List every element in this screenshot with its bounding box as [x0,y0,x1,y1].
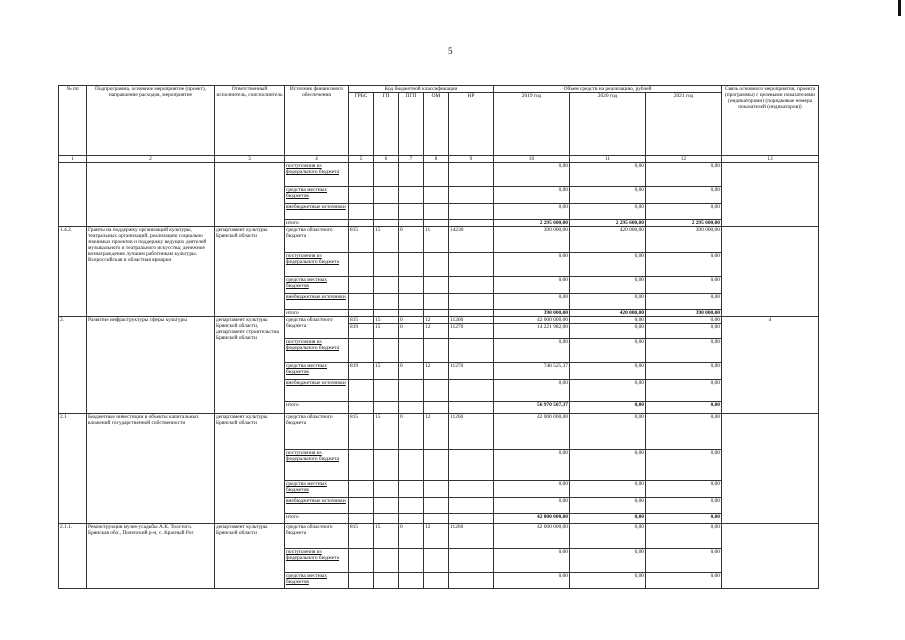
value-2020: 0,00 [570,549,646,573]
value-2019: 0,00 [494,498,570,514]
col-number: 6 [374,156,399,163]
source-federal: поступления из федерального бюджета [285,450,349,481]
edge-mark [898,0,901,16]
budget-table [58,85,819,589]
code-gp: 15 [374,363,399,380]
value-2021: 0,00 [646,498,722,514]
header-budget-code: Код бюджетной классификации [349,86,494,93]
header-volume: Объем средств на реализацию, рублей [494,86,722,93]
row-link [722,163,819,227]
value-2021: 0,00 [646,481,722,498]
row-name: Гранты на поддержку организаций культуры, театральных организаций, реализацию социально значимых проектов и поддержку ведущих деятелей музыкального и театрального искусства; денежное вознаграждение лучшим работникам культуры. Всероссийская и областная ярмарки [87,227,215,317]
code-nr: 11270 [449,324,494,339]
row-name [87,163,215,227]
value-2020: 0,00 [570,317,646,324]
value-2019: 42 000 000,00 [494,317,570,324]
code-pgp: 0 [399,227,424,253]
total-2019: 42 000 000,00 [494,514,570,524]
header-grbs: ГРБС [349,93,374,156]
code-grbs: 819 [349,324,374,339]
value-2019: 0,00 [494,294,570,310]
source-local: средства местных бюджетов [285,363,349,380]
row-executor: департамент культуры Брянской области [215,414,285,524]
code-grbs: 815 [349,414,374,450]
value-2021: 0,00 [646,317,722,324]
source-total: итого [285,220,349,227]
row-link [722,414,819,524]
code-om: 12 [424,524,449,549]
value-2019: 748 525,37 [494,363,570,380]
value-2020: 0,00 [570,573,646,589]
source-federal: поступления из федерального бюджета [285,253,349,277]
header-source: Источник финансового обеспечения [285,86,349,156]
col-number: 8 [424,156,449,163]
row-link [722,524,819,589]
source-local: средства местных бюджетов [285,573,349,589]
value-2021: 0,00 [646,277,722,294]
row-num: 2.1 [59,414,87,524]
code-nr: 14230 [449,227,494,253]
total-2020: 0,00 [570,402,646,414]
table-row [59,317,819,324]
code-grbs: 815 [349,227,374,253]
source-offbudget: внебюджетные источники [285,294,349,310]
value-2021: 0,00 [646,253,722,277]
table-row [59,524,819,549]
total-2020: 0,00 [570,514,646,524]
value-2021: 0,00 [646,549,722,573]
code-gp: 15 [374,227,399,253]
header-pgp: ПГП [399,93,424,156]
value-2021: 0,00 [646,380,722,402]
code-gp: 15 [374,524,399,549]
value-2021: 0,00 [646,363,722,380]
row-executor: департамент культуры Брянской области, департамент строительства Брянской области [215,317,285,414]
source-regional: средства областного бюджета [285,227,349,253]
value-2019: 0,00 [494,187,570,204]
row-name: Развитие инфраструктуры сферы культуры [87,317,215,414]
value-2019: 0,00 [494,339,570,363]
table-row [59,414,819,450]
code-om: 12 [424,414,449,450]
value-2019: 0,00 [494,380,570,402]
value-2021: 0,00 [646,414,722,450]
value-2021: 0,00 [646,204,722,220]
total-2021: 390 000,00 [646,310,722,317]
total-2021: 2 295 600,00 [646,220,722,227]
value-2021: 0,00 [646,524,722,549]
col-number: 1 [59,156,87,163]
total-2020: 2 295 600,00 [570,220,646,227]
code-nr: 11260 [449,524,494,549]
value-2021: 0,00 [646,324,722,339]
code-pgp: 0 [399,324,424,339]
source-regional: средства областного бюджета [285,317,349,339]
header-num: № пп [59,86,87,156]
col-number: 11 [570,156,646,163]
value-2021: 0,00 [646,187,722,204]
source-regional: средства областного бюджета [285,414,349,450]
header-link: Связь основного мероприятия, проекта (программы) с целевыми показателями (индикаторами) (порядковые номера показателей (индикаторов)) [722,86,819,156]
col-number: 13 [722,156,819,163]
code-pgp: 0 [399,363,424,380]
total-2019: 2 295 600,00 [494,220,570,227]
col-number: 2 [87,156,215,163]
col-number: 7 [399,156,424,163]
code-pgp: 0 [399,524,424,549]
value-2020: 0,00 [570,481,646,498]
col-number: 4 [285,156,349,163]
col-number: 5 [349,156,374,163]
source-local: средства местных бюджетов [285,187,349,204]
code-om: 12 [424,324,449,339]
code-pgp: 0 [399,317,424,324]
value-2019: 0,00 [494,481,570,498]
value-2020: 0,00 [570,524,646,549]
code-om: 11 [424,227,449,253]
source-federal: поступления из федерального бюджета [285,163,349,187]
code-grbs: 815 [349,524,374,549]
column-numbers-row [59,156,819,163]
value-2020: 0,00 [570,363,646,380]
code-gp: 15 [374,317,399,324]
code-gp: 15 [374,414,399,450]
value-2020: 420 000,00 [570,227,646,253]
total-2021: 0,00 [646,402,722,414]
code-om: 12 [424,363,449,380]
col-number: 3 [215,156,285,163]
value-2021: 0,00 [646,450,722,481]
code-grbs: 819 [349,363,374,380]
source-offbudget: внебюджетные источники [285,380,349,402]
header-2021: 2021 год [646,93,722,156]
value-2019: 0,00 [494,163,570,187]
header-om: ОМ [424,93,449,156]
value-2020: 0,00 [570,324,646,339]
value-2020: 0,00 [570,380,646,402]
value-2021: 0,00 [646,294,722,310]
source-total: итого [285,310,349,317]
code-gp: 15 [374,324,399,339]
value-2019: 0,00 [494,450,570,481]
source-local: средства местных бюджетов [285,277,349,294]
value-2020: 0,00 [570,498,646,514]
header-executor: Ответственный исполнитель, соисполнитель [215,86,285,156]
total-2019: 390 000,00 [494,310,570,317]
value-2021: 0,00 [646,573,722,589]
row-executor: департамент культуры Брянской области [215,227,285,317]
value-2020: 0,00 [570,294,646,310]
col-number: 10 [494,156,570,163]
code-nr: 11270 [449,363,494,380]
row-num [59,163,87,227]
source-total: итого [285,514,349,524]
source-federal: поступления из федерального бюджета [285,339,349,363]
code-grbs: 815 [349,317,374,324]
value-2019: 0,00 [494,549,570,573]
source-regional: средства областного бюджета [285,524,349,549]
value-2019: 0,00 [494,204,570,220]
header-program: Подпрограмма, основное мероприятие (проект), направление расходов, мероприятие [87,86,215,156]
row-link [722,227,819,317]
source-offbudget: внебюджетные источники [285,204,349,220]
value-2020: 0,00 [570,450,646,481]
value-2021: 390 000,00 [646,227,722,253]
source-offbudget: внебюджетные источники [285,498,349,514]
row-name: Бюджетные инвестиции в объекты капитальных вложений государственной собственности [87,414,215,524]
row-name: Реконструкция музея-усадьбы А.К. Толстого. Брянская обл., Почепский р-н, с. Красный Рог [87,524,215,589]
value-2021: 0,00 [646,339,722,363]
code-pgp: 0 [399,414,424,450]
value-2019: 390 000,00 [494,227,570,253]
value-2019: 0,00 [494,277,570,294]
total-2021: 0,00 [646,514,722,524]
value-2021: 0,00 [646,163,722,187]
row-num: 2.1.1. [59,524,87,589]
header-nr: НР [449,93,494,156]
code-nr: 11260 [449,317,494,324]
col-number: 9 [449,156,494,163]
row-link: 4 [722,317,819,414]
source-federal: поступления из федерального бюджета [285,549,349,573]
value-2019: 14 221 982,00 [494,324,570,339]
row-executor [215,163,285,227]
table-row [59,163,819,187]
total-2019: 56 970 507,37 [494,402,570,414]
source-local: средства местных бюджетов [285,481,349,498]
value-2020: 0,00 [570,339,646,363]
value-2019: 0,00 [494,573,570,589]
value-2020: 0,00 [570,204,646,220]
value-2020: 0,00 [570,414,646,450]
value-2019: 42 000 000,00 [494,414,570,450]
page-number: 5 [448,46,453,56]
col-number: 12 [646,156,722,163]
header-gp: ГП [374,93,399,156]
row-executor: департамент культуры Брянской области [215,524,285,589]
source-total: итого [285,402,349,414]
value-2020: 0,00 [570,253,646,277]
total-2020: 420 000,00 [570,310,646,317]
value-2020: 0,00 [570,277,646,294]
row-num: 2. [59,317,87,414]
code-om: 12 [424,317,449,324]
row-num: 1.4.2. [59,227,87,317]
header-2019: 2019 год [494,93,570,156]
table-row [59,227,819,253]
value-2020: 0,00 [570,163,646,187]
value-2019: 0,00 [494,253,570,277]
value-2020: 0,00 [570,187,646,204]
code-nr: 11260 [449,414,494,450]
header-2020: 2020 год [570,93,646,156]
value-2019: 42 000 000,00 [494,524,570,549]
